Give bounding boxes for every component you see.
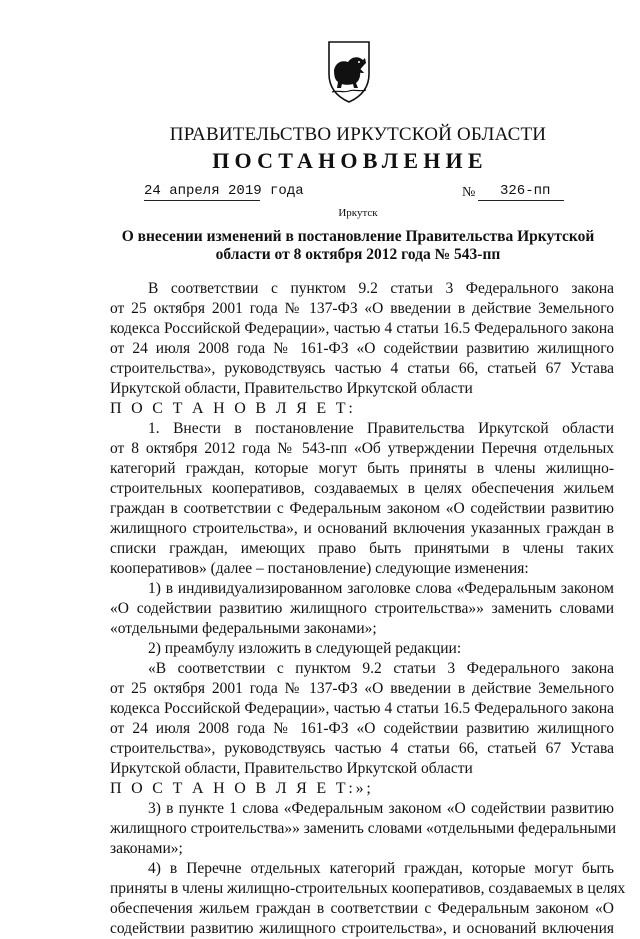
body-line: обеспечения жильем граждан в соответствии с Федеральным законом «О: [110, 900, 614, 917]
body-line: 2) преамбулу изложить в следующей редакции:: [148, 640, 462, 657]
body-line: строительства», руководствуясь частью 4 статьи 66, статьей 67 Устава: [110, 740, 614, 757]
coat-of-arms-icon: [326, 40, 372, 104]
date-underline: [144, 200, 260, 201]
body-line: «В соответствии с пунктом 9.2 статьи 3 Федерального закона: [148, 660, 614, 677]
body-line: от 25 октября 2001 года № 137-ФЗ «О введении в действие Земельного: [110, 300, 614, 317]
body-line: 1) в индивидуализированном заголовке слова «Федеральным законом: [148, 580, 614, 597]
document-heading: О внесении изменений в постановление Правительства Иркутской области от 8 октября 2012 года № 543-пп: [121, 228, 595, 263]
body-line: категорий граждан, которые могут быть приняты в члены жилищно-: [110, 460, 614, 477]
body-line: 4) в Перечне отдельных категорий граждан, которые могут быть: [148, 860, 614, 877]
body-line: приняты в члены жилищно-строительных кооперативов, создаваемых в целях: [110, 880, 626, 897]
body-line: от 25 октября 2001 года № 137-ФЗ «О введении в действие Земельного: [110, 680, 614, 697]
body-line: от 8 октября 2012 года № 543-пп «Об утверждении Перечня отдельных: [110, 440, 614, 457]
document-type: ПОСТАНОВЛЕНИЕ: [212, 148, 488, 173]
body-line: строительных кооперативов, создаваемых в целях обеспечения жильем: [110, 480, 614, 497]
document-number: 326-пп: [500, 183, 551, 199]
government-name: ПРАВИТЕЛЬСТВО ИРКУТСКОЙ ОБЛАСТИ: [169, 124, 547, 145]
number-underline: [478, 200, 564, 201]
body-line: кодекса Российской Федерации», частью 4 статьи 16.5 Федерального закона: [110, 320, 614, 337]
number-sign: №: [462, 185, 476, 200]
body-line: жилищного строительства»» заменить словами «отдельными федеральными: [110, 820, 617, 837]
body-line: кооперативов» (далее – постановление) следующие изменения:: [110, 560, 529, 577]
document-place: Иркутск: [338, 207, 378, 219]
body-line: содействии развитию жилищного строительства», и оснований включения: [110, 920, 614, 937]
body-line: кодекса Российской Федерации», частью 4 статьи 16.5 Федерального закона: [110, 700, 614, 717]
body-line: граждан в соответствии с Федеральным законом «О содействии развитию: [110, 500, 614, 517]
body-line: списки граждан, имеющих право быть принятыми в члены таких: [110, 540, 614, 557]
body-line: «О содействии развитию жилищного строительства»» заменить словами: [110, 600, 614, 617]
body-line: жилищного строительства», и оснований включения указанных граждан в: [110, 520, 614, 537]
body-line: В соответствии с пунктом 9.2 статьи 3 Федерального закона: [148, 280, 614, 297]
body-line: от 24 июля 2008 года № 161-ФЗ «О содействии развитию жилищного: [110, 340, 614, 357]
body-line: Иркутской области, Правительство Иркутской области: [110, 760, 473, 777]
resolves-label: П О С Т А Н О В Л Я Е Т:»;: [110, 780, 374, 797]
document-date: 24 апреля 2019 года: [144, 183, 304, 199]
body-line: строительства», руководствуясь частью 4 статьи 66, статьей 67 Устава: [110, 360, 614, 377]
body-line: 1. Внести в постановление Правительства Иркутской области: [148, 420, 614, 437]
body-line: законами»;: [110, 840, 183, 857]
body-line: от 24 июля 2008 года № 161-ФЗ «О содействии развитию жилищного: [110, 720, 614, 737]
resolves-label: П О С Т А Н О В Л Я Е Т:: [110, 400, 356, 417]
body-line: «отдельными федеральными законами»;: [110, 620, 377, 637]
body-line: 3) в пункте 1 слова «Федеральным законом «О содействии развитию: [148, 800, 614, 817]
body-line: Иркутской области, Правительство Иркутской области: [110, 380, 473, 397]
